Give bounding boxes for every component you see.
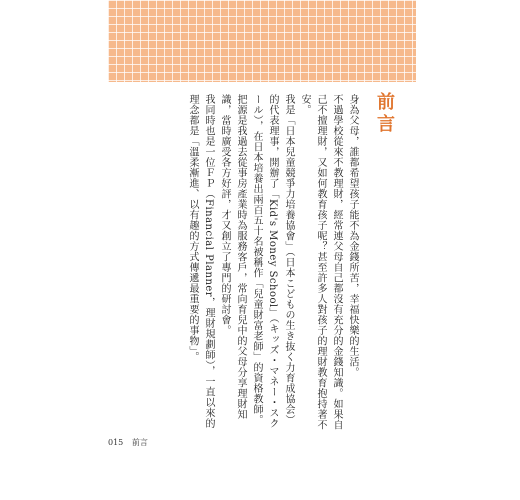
page-footer — [108, 437, 148, 448]
page-number: 015 — [108, 438, 124, 447]
decorative-grid-header — [108, 0, 416, 82]
paragraph-3: 我是「日本兒童競爭力培養協會」（日本こどもの生き抜く力育成協会）的代表理事，開辦了「Kid's Money School」（キッズ・マネー・スクール），在日本培養出兩百五十名被稱作「兒童財富老師」的資格教師。把源是我過去從事房產業時為服務客戶，常向育兒中的父母分享理財知識，當時廣受各方好評，才又創立了專門的研討會。 — [219, 94, 294, 429]
section-label: 前言 — [131, 438, 148, 447]
paragraph-2: 不過學校從來不教理財，經常連父母自己都沒有充分的金錢知識。如果自己不擅理財，又如何教育孩子呢？甚至許多人對孩子的理財教育抱持著不安。 — [299, 94, 342, 430]
body-text — [140, 94, 360, 432]
paragraph-1: 身為父母，誰都希望孩子能不為金錢所苦，幸福快樂的生活。 — [347, 94, 358, 378]
paragraph-4: 我同時也是一位ＦＰ（Financial Planner，理財規劃師），一直以來的理念都是「溫柔漸進、以有趣的方式傳遞最重要的事物」。 — [187, 94, 214, 429]
chapter-title: 前言 — [374, 92, 395, 136]
